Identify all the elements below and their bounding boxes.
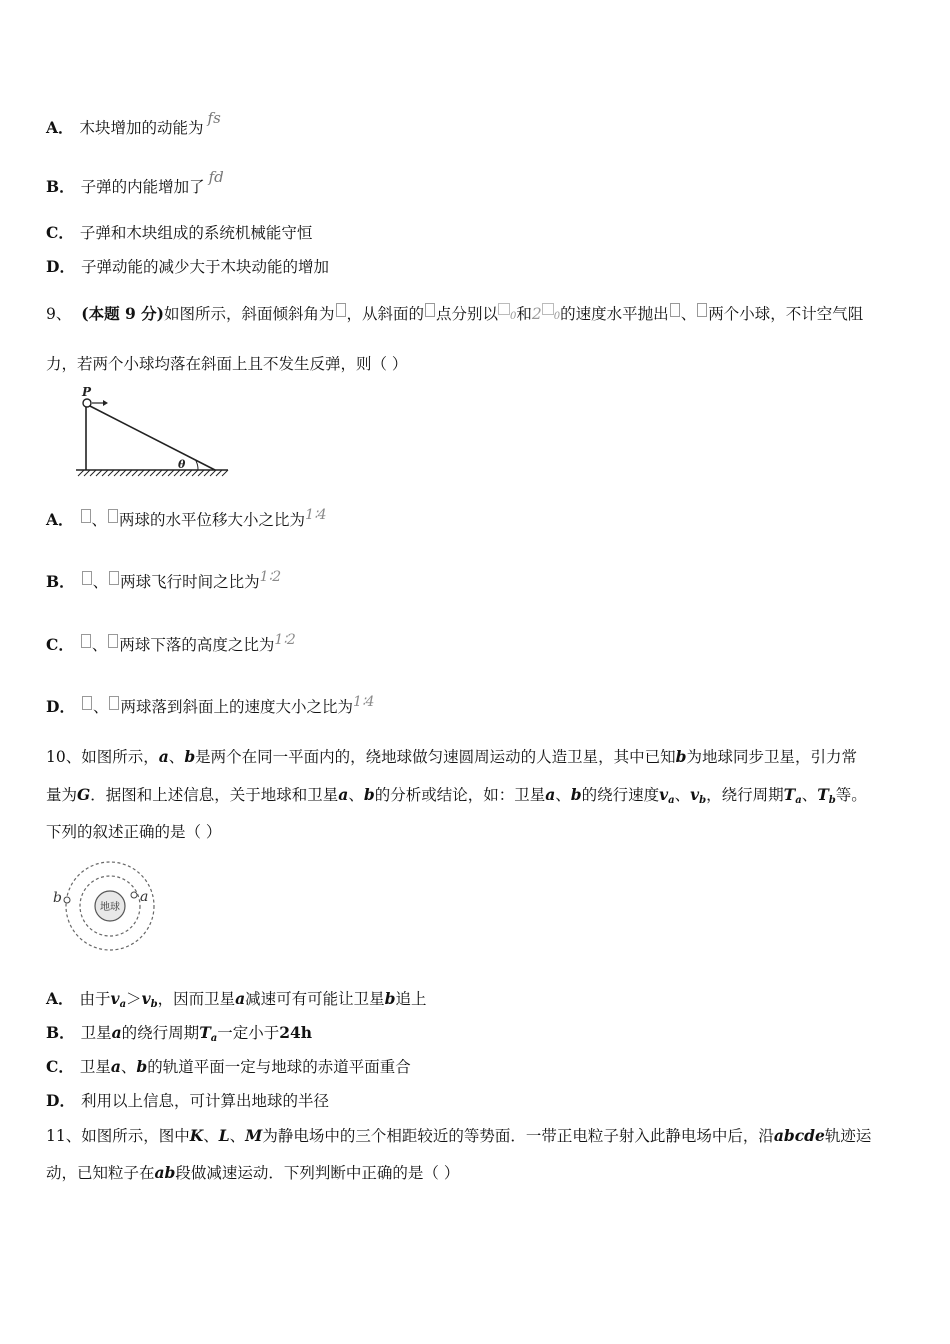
satellite-b (64, 897, 70, 903)
var-ab: ab (154, 1163, 176, 1182)
incline-figure (70, 382, 235, 482)
stem-text: ，从斜面的 (346, 305, 425, 323)
missing-symbol-box (336, 303, 346, 317)
option-text: 一定小于 (217, 1024, 280, 1042)
q9-option-b (46, 570, 281, 592)
option-text: 木块增加的动能为 (79, 119, 204, 137)
stem-text: 和 (516, 305, 532, 323)
points: (本题 9 分) (81, 304, 164, 323)
subscript: b (699, 795, 707, 806)
option-text: 子弹动能的减少大于木块动能的增加 (80, 258, 329, 276)
ratio: 1∶4 (352, 694, 375, 710)
stem-text: 、 (680, 305, 697, 323)
option-label: D． (46, 697, 75, 716)
option-text: 追上 (395, 990, 427, 1008)
var-b: b (384, 989, 396, 1008)
q11-stem-line1 (46, 1124, 871, 1146)
missing-symbol-box (82, 571, 92, 585)
option-text: 减速可有可能让卫星 (245, 990, 385, 1008)
q8-option-b (46, 168, 224, 197)
subscript: 0 (510, 311, 517, 322)
ball (83, 399, 91, 407)
stem-text: 等。 (835, 786, 867, 804)
value-24h: 24h (279, 1023, 313, 1042)
ground-hatching (78, 470, 228, 476)
separator: 、 (92, 573, 109, 591)
option-text: 卫星 (80, 1024, 112, 1042)
stem-text: 如图所示，斜面倾斜角为 (163, 305, 335, 323)
separator: 、 (92, 698, 109, 716)
var-v: v (659, 785, 669, 804)
var-l: L (218, 1126, 230, 1145)
q9-option-c (46, 633, 296, 655)
stem-text: 的速度水平抛出 (560, 305, 669, 323)
missing-symbol-box (108, 509, 118, 523)
subscript: b (828, 795, 836, 806)
separator: 、 (555, 786, 571, 804)
satellite-a-label: a (140, 889, 149, 905)
option-text: 利用以上信息，可计算出地球的半径 (80, 1092, 329, 1110)
separator: 、 (120, 1058, 137, 1076)
separator: 、 (91, 636, 108, 654)
var-b: b (675, 747, 687, 766)
q9-option-a (46, 508, 327, 530)
ratio: 1∶4 (305, 507, 327, 523)
var-a: a (235, 989, 246, 1008)
stem-text: 如图所示，图中 (81, 1127, 190, 1145)
missing-symbol-box (109, 571, 119, 585)
separator: 、 (348, 786, 364, 804)
q8-option-c (46, 221, 312, 243)
var-a: a (545, 785, 556, 804)
var-a: a (110, 1057, 121, 1076)
var-t: T (817, 785, 829, 804)
separator: 、 (168, 748, 185, 766)
var-b: b (570, 785, 582, 804)
q8-option-d (46, 255, 329, 277)
option-label: A． (46, 989, 74, 1008)
subscript: a (210, 1033, 218, 1044)
coefficient: 2 (531, 305, 542, 323)
stem-text: 是两个在同一平面内的，绕地球做匀速圆周运动的人造卫星，其中已知 (195, 748, 676, 766)
option-label: C． (46, 223, 74, 242)
stem-text: 为地球同步卫星，引力常 (686, 748, 858, 766)
satellite-a (131, 892, 137, 898)
q8-option-a (46, 109, 221, 138)
option-text: 子弹的内能增加了 (80, 178, 205, 196)
missing-symbol-box (81, 634, 91, 648)
subscript: a (119, 999, 127, 1010)
var-v: v (141, 989, 151, 1008)
greater-than: ＞ (126, 990, 142, 1008)
option-label: A． (46, 510, 74, 529)
var-a: a (158, 747, 169, 766)
var-a: a (338, 785, 349, 804)
angle-arc (196, 461, 198, 470)
q11-stem-line2 (46, 1161, 459, 1183)
option-label: D． (46, 1091, 75, 1110)
missing-symbol-box (109, 696, 119, 710)
q9-option-d (46, 695, 374, 717)
stem-text: 动，已知粒子在 (46, 1164, 155, 1182)
option-text: 两球落到斜面上的速度大小之比为 (120, 698, 353, 716)
formula: fs (207, 109, 221, 127)
question-number: 9、 (46, 305, 72, 323)
q9-stem-line2: 力，若两个小球均落在斜面上且不发生反弹，则（ ） (46, 355, 408, 373)
var-v: v (690, 785, 700, 804)
var-a: a (111, 1023, 122, 1042)
var-g: G (77, 785, 91, 804)
separator: 、 (91, 511, 108, 529)
stem-text: 轨迹运 (824, 1127, 872, 1145)
question-number: 11、 (46, 1127, 82, 1145)
subscript: a (795, 795, 802, 806)
option-label: C． (46, 1057, 74, 1076)
orbit-figure (50, 858, 162, 954)
incline-slope (86, 404, 215, 470)
missing-symbol-box (498, 303, 510, 315)
option-label: B． (46, 177, 75, 196)
q9-stem-line1 (46, 302, 863, 324)
var-b: b (136, 1057, 148, 1076)
missing-symbol-box (82, 696, 92, 710)
option-text: 两球下落的高度之比为 (119, 636, 275, 654)
ratio: 1∶2 (274, 632, 296, 648)
option-text: 的绕行周期 (121, 1024, 200, 1042)
earth-label: 地球 (100, 902, 120, 913)
stem-text: 两个小球，不计空气阻 (708, 305, 864, 323)
q10-stem-line1 (46, 745, 857, 767)
separator: 、 (203, 1127, 219, 1145)
point-p-label: P (82, 385, 92, 399)
q10-stem-line2 (46, 783, 867, 806)
missing-symbol-box (542, 303, 554, 315)
var-abcde: abcde (773, 1126, 825, 1145)
option-text: ，因而卫星 (157, 990, 236, 1008)
stem-text: 的绕行速度 (581, 786, 660, 804)
option-text: 由于 (79, 990, 111, 1008)
theta-label: θ (178, 458, 186, 471)
option-text: 卫星 (79, 1058, 111, 1076)
subscript: a (668, 795, 675, 806)
option-text: 的轨道平面一定与地球的赤道平面重合 (147, 1058, 411, 1076)
subscript: 0 (553, 311, 561, 322)
option-label: D． (46, 257, 75, 276)
stem-text: 为静电场中的三个相距较近的等势面．一带正电粒子射入此静电场中后，沿 (262, 1127, 774, 1145)
stem-text: 点分别以 (436, 305, 499, 323)
option-text: 两球的水平位移大小之比为 (119, 511, 306, 529)
stem-text: 的分析或结论，如：卫星 (374, 786, 546, 804)
var-b: b (184, 747, 196, 766)
var-t: T (199, 1023, 211, 1042)
stem-text: 量为 (46, 786, 78, 804)
missing-symbol-box (697, 303, 707, 317)
var-k: K (189, 1126, 204, 1145)
q10-option-d (46, 1089, 329, 1111)
missing-symbol-box (108, 634, 118, 648)
missing-symbol-box (81, 509, 91, 523)
missing-symbol-box (670, 303, 680, 317)
separator: 、 (229, 1127, 246, 1145)
q10-option-a (46, 987, 427, 1010)
separator: 、 (674, 786, 691, 804)
ratio: 1∶2 (259, 569, 282, 585)
q10-option-b (46, 1021, 312, 1044)
missing-symbol-box (425, 303, 435, 317)
option-label: B． (46, 1023, 75, 1042)
satellite-b-label: b (53, 890, 62, 906)
velocity-arrowhead (103, 400, 108, 406)
stem-text: 段做减速运动．下列判断中正确的是（ ） (175, 1164, 460, 1182)
option-label: A． (46, 118, 74, 137)
stem-text: ．据图和上述信息，关于地球和卫星 (90, 786, 339, 804)
option-text: 子弹和木块组成的系统机械能守恒 (79, 224, 313, 242)
option-label: C． (46, 635, 74, 654)
stem-text: 如图所示， (81, 748, 159, 766)
q10-option-c (46, 1055, 411, 1077)
var-b: b (363, 785, 375, 804)
stem-text: ，绕行周期 (706, 786, 784, 804)
q10-stem-line3: 下列的叙述正确的是（ ） (46, 823, 222, 841)
subscript: b (150, 999, 158, 1010)
option-label: B． (46, 572, 75, 591)
var-m: M (245, 1126, 263, 1145)
var-v: v (110, 989, 120, 1008)
var-t: T (783, 785, 796, 804)
formula: fd (208, 168, 224, 186)
separator: 、 (801, 786, 818, 804)
question-number: 10、 (46, 748, 82, 766)
option-text: 两球飞行时间之比为 (120, 573, 260, 591)
